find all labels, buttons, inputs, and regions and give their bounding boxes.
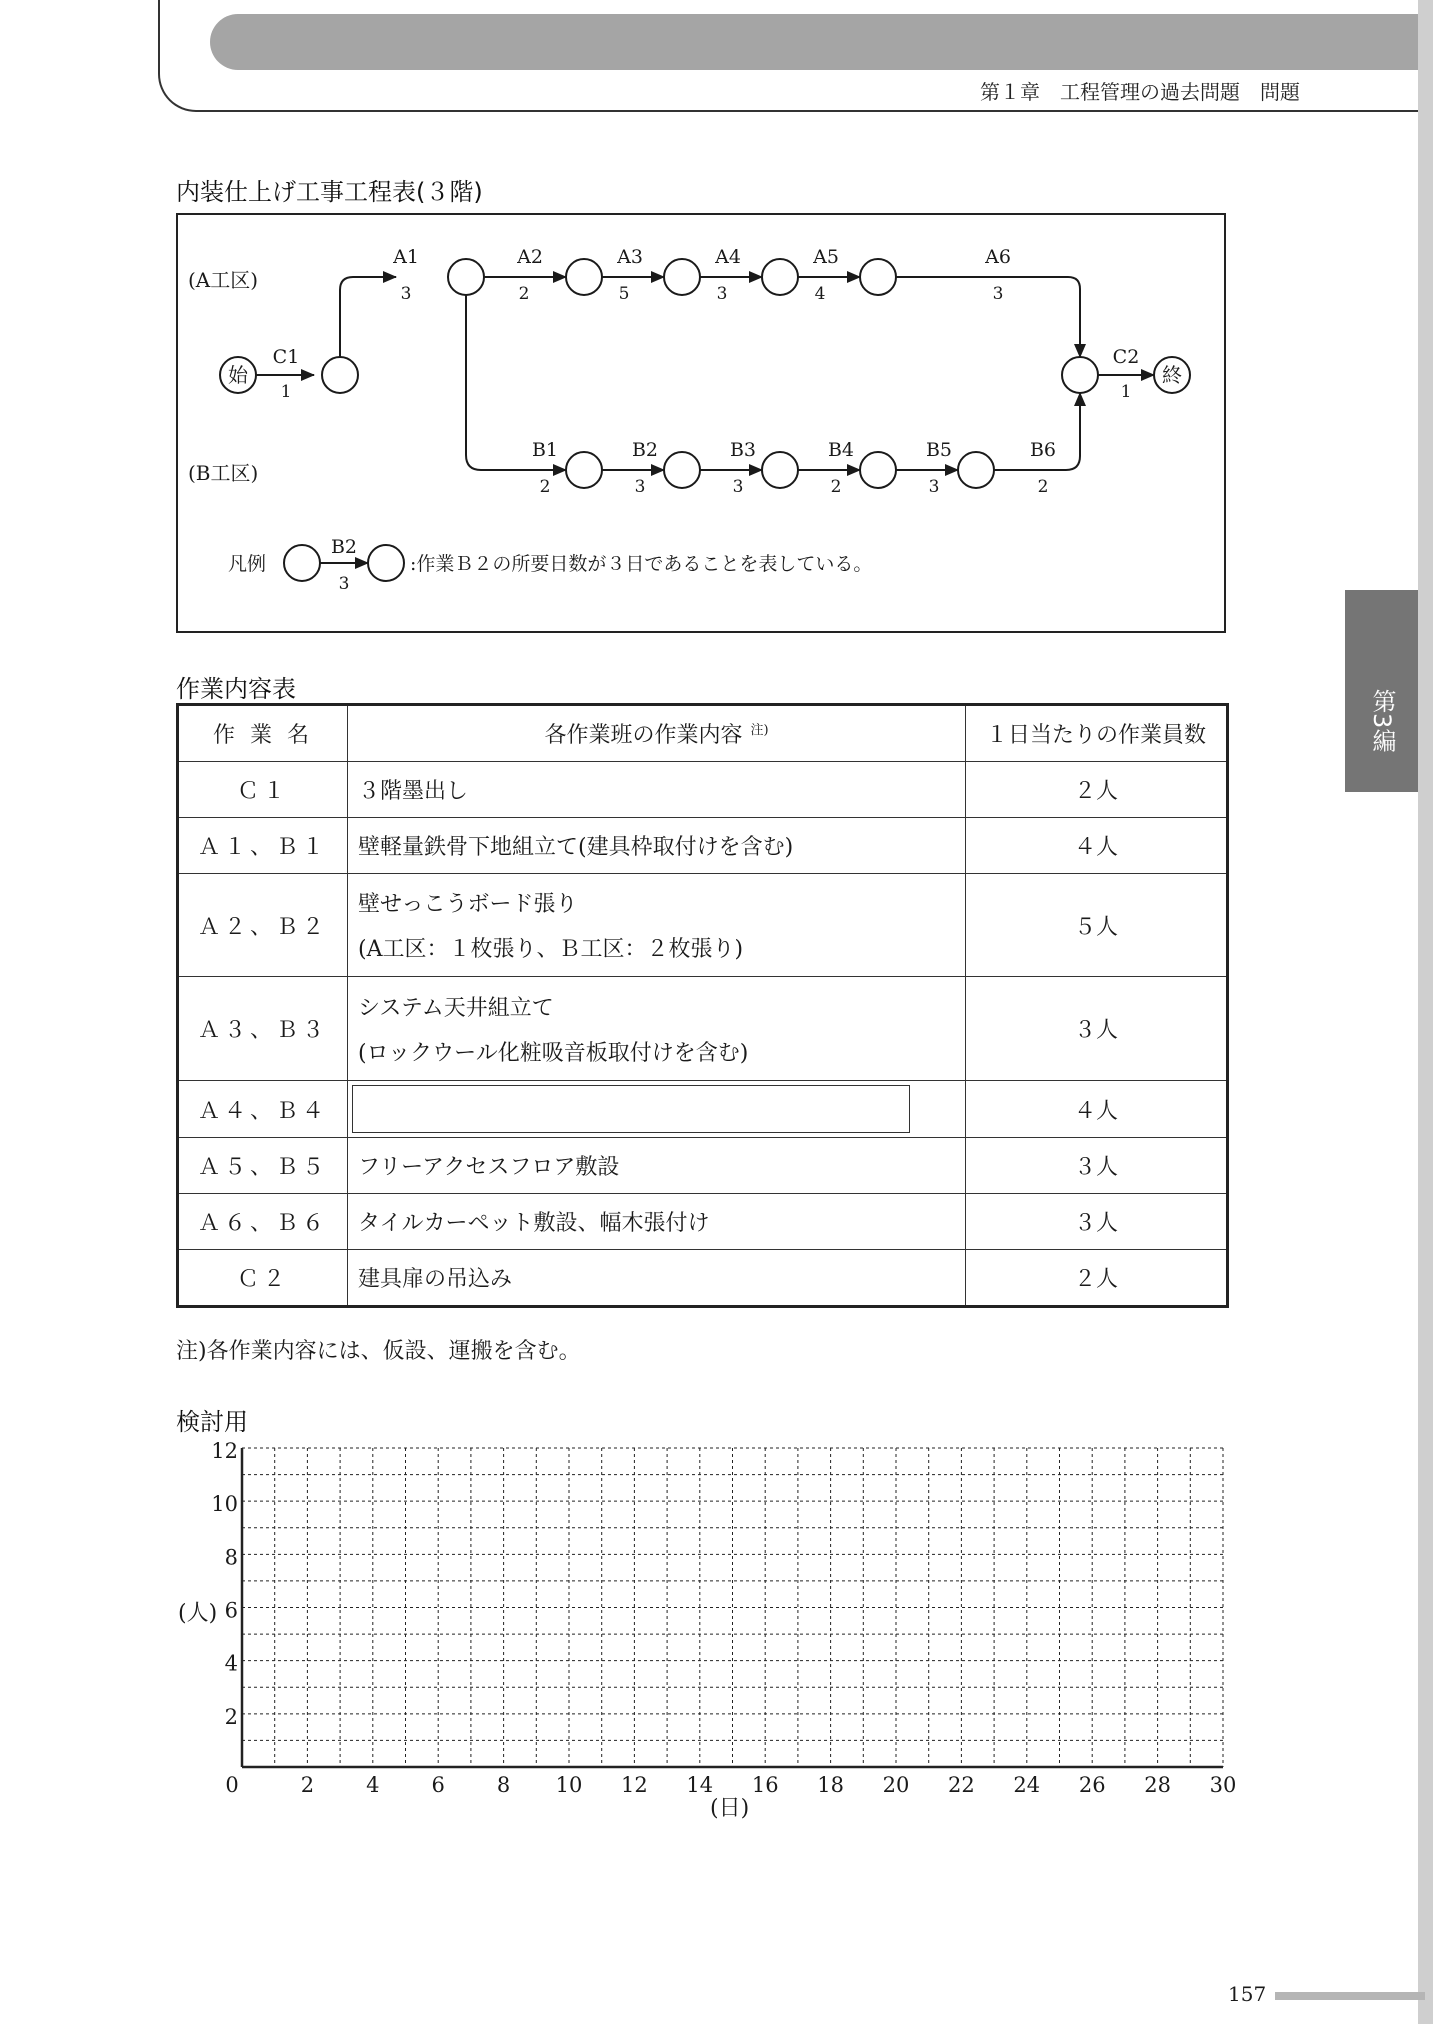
node-a2 (566, 259, 602, 295)
activity-days-b1: 2 (539, 477, 551, 497)
row-name: Ａ１、Ｂ１ (178, 818, 348, 874)
row-name: Ａ５、Ｂ５ (178, 1138, 348, 1194)
node-b4 (762, 452, 798, 488)
x-tick-label: 28 (1144, 1773, 1171, 1797)
row-name: Ｃ２ (178, 1250, 348, 1307)
legend-days: 3 (338, 574, 350, 594)
node-a5 (860, 259, 896, 295)
work-content-table (176, 703, 1229, 1308)
row-content-line2: (ロックウール化粧吸音板取付けを含む) (358, 1040, 749, 1066)
node-1 (322, 357, 358, 393)
legend-label: 凡例 (228, 553, 267, 575)
row-name: Ｃ１ (178, 762, 348, 818)
activity-days-b3: 3 (732, 477, 744, 497)
y-tick-label: 12 (211, 1439, 238, 1463)
row-workers: ３人 (966, 1194, 1228, 1250)
table-header-row (178, 705, 1228, 762)
activity-name-b5: B5 (925, 439, 953, 461)
activity-name-a5: A5 (813, 246, 839, 268)
row-workers: ３人 (966, 977, 1228, 1081)
zone-b-label: (B工区) (188, 461, 259, 485)
activity-name-b6: B6 (1029, 439, 1057, 461)
network-diagram (176, 213, 1226, 633)
activity-days-a1: 3 (400, 284, 412, 304)
header-note-mark: 注) (750, 722, 769, 738)
y-tick-label: 10 (211, 1492, 238, 1517)
activity-name-a1: A1 (393, 246, 419, 268)
legend-activity: B2 (330, 536, 358, 558)
row-workers: ４人 (966, 1081, 1228, 1138)
activity-days-b5: 3 (928, 477, 940, 497)
activity-name-b2: B2 (631, 439, 659, 461)
work-table-title: 作業内容表 (176, 675, 296, 703)
activity-name-a6: A6 (985, 246, 1011, 268)
row-workers: ３人 (966, 1138, 1228, 1194)
node-b6 (958, 452, 994, 488)
x-tick-label: 8 (496, 1773, 511, 1797)
row-name: Ａ３、Ｂ３ (178, 977, 348, 1081)
activity-days-a5: 4 (814, 284, 826, 304)
table-row (178, 762, 1228, 818)
activity-days-a4: 3 (716, 284, 728, 304)
activity-days-b6: 2 (1037, 477, 1049, 497)
activity-name-a4: A4 (715, 246, 741, 268)
table-row (178, 977, 1228, 1081)
x-tick-label: 2 (300, 1773, 315, 1797)
table-row (178, 1194, 1228, 1250)
activity-days-b2: 3 (634, 477, 646, 497)
table-row (178, 818, 1228, 874)
row-content: 壁軽量鉄骨下地組立て(建具枠取付けを含む) (348, 818, 966, 874)
table-row (178, 874, 1228, 977)
activity-name-a3: A3 (617, 246, 643, 268)
row-content: タイルカーペット敷設、幅木張付け (348, 1194, 966, 1250)
activity-days-b4: 2 (830, 477, 842, 497)
side-tab: 第3編 (1345, 590, 1418, 792)
x-unit-label: (日) (710, 1796, 750, 1821)
table-note: 注)各作業内容には、仮設、運搬を含む。 (176, 1339, 581, 1364)
header-work-content (348, 705, 966, 762)
arrow-a1 (340, 277, 396, 360)
zone-a-label: (A工区) (188, 268, 259, 292)
row-name: Ａ６、Ｂ６ (178, 1194, 348, 1250)
row-workers: ５人 (966, 874, 1228, 977)
start-label: 始 (228, 363, 248, 387)
y-tick-label: 6 (224, 1598, 238, 1623)
activity-days-c2: 1 (1120, 382, 1132, 402)
x-tick-label: 22 (948, 1773, 975, 1797)
row-content (348, 874, 966, 977)
x-tick-label: 4 (366, 1773, 380, 1797)
header-gray-bar (210, 14, 1433, 70)
activity-name-b3: B3 (729, 439, 757, 461)
legend-node-2 (368, 545, 404, 581)
node-2 (448, 259, 484, 295)
row-content: 建具扉の吊込み (348, 1250, 966, 1307)
row-content (348, 1081, 966, 1138)
row-name: Ａ２、Ｂ２ (178, 874, 348, 977)
y-tick-label: 8 (224, 1545, 238, 1570)
x-tick-label: 20 (882, 1773, 910, 1797)
activity-name-a2: A2 (517, 246, 543, 268)
activity-name-b4: B4 (827, 439, 855, 461)
y-unit-label: (人) (178, 1601, 218, 1626)
row-workers: ４人 (966, 818, 1228, 874)
node-b2 (566, 452, 602, 488)
x-tick-label: 24 (1013, 1773, 1041, 1797)
y-tick-label: 4 (224, 1651, 238, 1676)
legend-text: :作業Ｂ２の所要日数が３日であることを表している。 (410, 553, 873, 575)
row-content-line1: 壁せっこうボード張り (358, 892, 578, 917)
arrow-a6 (896, 277, 1080, 357)
row-content-line2: (A工区：１枚張り、Ｂ工区：２枚張り) (358, 937, 744, 962)
x-tick-label: 26 (1078, 1773, 1106, 1797)
activity-name-c2: C2 (1112, 346, 1140, 368)
x-tick-label: 0 (225, 1773, 239, 1797)
node-b5 (860, 452, 896, 488)
page-number-bar (1275, 1992, 1425, 2000)
chapter-header: 第１章 工程管理の過去問題 問題 (980, 80, 1300, 104)
answer-blank-box[interactable] (352, 1085, 910, 1133)
row-content: フリーアクセスフロア敷設 (348, 1138, 966, 1194)
activity-name-b1: B1 (531, 439, 559, 461)
legend-node-1 (284, 545, 320, 581)
x-tick-label: 18 (817, 1773, 844, 1797)
y-tick-label: 2 (224, 1704, 238, 1729)
x-tick-label: 10 (555, 1773, 583, 1797)
table-row (178, 1250, 1228, 1307)
activity-days-a3: 5 (618, 284, 630, 304)
node-b3 (664, 452, 700, 488)
row-workers: ２人 (966, 1250, 1228, 1307)
node-merge (1062, 357, 1098, 393)
row-content: ３階墨出し (348, 762, 966, 818)
header-workers: １日当たりの作業員数 (966, 705, 1228, 762)
page-edge-strip (1418, 0, 1433, 2024)
study-chart-title: 検討用 (176, 1408, 248, 1436)
page-number: 157 (1228, 1982, 1267, 2006)
x-tick-label: 16 (751, 1773, 779, 1797)
header-work-name: 作 業 名 (178, 705, 348, 762)
x-tick-label: 12 (621, 1773, 648, 1797)
x-tick-label: 6 (431, 1773, 445, 1797)
activity-days-a6: 3 (992, 284, 1004, 304)
table-row (178, 1138, 1228, 1194)
table-row (178, 1081, 1228, 1138)
x-tick-label: 30 (1209, 1773, 1237, 1797)
row-name: Ａ４、Ｂ４ (178, 1081, 348, 1138)
schedule-title: 内装仕上げ工事工程表(３階) (176, 178, 483, 206)
node-a4 (762, 259, 798, 295)
activity-days-a2: 2 (518, 284, 530, 304)
x-tick-label: 14 (686, 1773, 714, 1797)
header-work-content-text: 各作業班の作業内容 (544, 723, 743, 748)
node-a3 (664, 259, 700, 295)
activity-days-c1: 1 (280, 382, 292, 402)
row-content (348, 977, 966, 1081)
network-diagram-svg (178, 215, 1228, 635)
end-label: 終 (1162, 363, 1182, 387)
row-workers: ２人 (966, 762, 1228, 818)
row-content-line1: システム天井組立て (358, 995, 554, 1021)
activity-name-c1: C1 (272, 346, 300, 368)
